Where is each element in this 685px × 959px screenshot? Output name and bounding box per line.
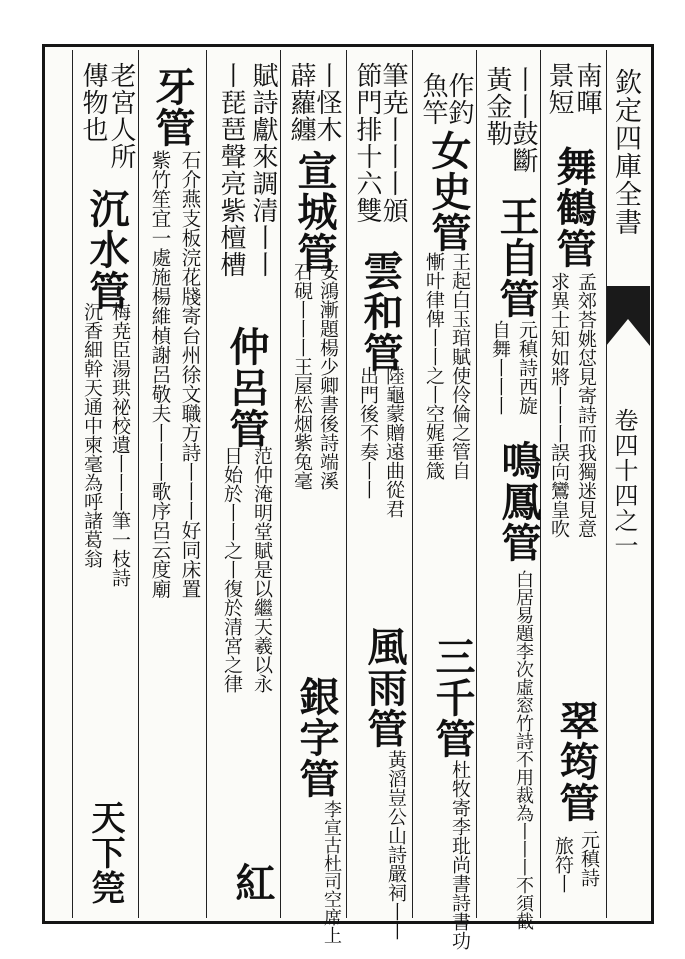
col1-entry-title-2: 翠筠管	[553, 700, 600, 823]
col1-tail: 旅符丨	[552, 836, 574, 893]
col3-entry-title: 女史管	[425, 130, 472, 253]
col4-note: 陸龜蒙贈遠曲從君	[383, 366, 405, 518]
col2-cont-text: 黃金勒	[482, 66, 512, 147]
col2-entry-title-2: 鳴鳳管	[495, 440, 542, 563]
col6-entry-title: 仲呂管	[223, 326, 270, 449]
col3-entry-title-2: 三千管	[429, 636, 476, 759]
col1-entry-title: 舞鶴管	[550, 146, 597, 269]
col5-note2: 石硯丨丨丨王屋松烟紫兔毫	[291, 262, 313, 490]
col8-entry-title: 沉水管	[83, 188, 130, 311]
col2-note: 元稹詩西旋	[516, 320, 538, 415]
col4-note3: 黃滔豈公山詩嚴祠丨丨	[385, 750, 407, 940]
col8-cont-text: 傳物也	[78, 62, 108, 143]
col5-entry-title-2: 銀字管	[293, 676, 340, 799]
col6-entry-title-2: 紅	[229, 862, 276, 903]
header-column	[606, 48, 650, 918]
col5-entry-title: 宣城管	[291, 150, 338, 273]
col6-cont-text: 丨琵琶聲亮紫檀槽	[216, 62, 246, 278]
column-rule	[346, 50, 347, 918]
col1-note3: 元稹詩	[578, 830, 600, 887]
col4-entry-title-2: 風雨管	[361, 626, 408, 749]
col1-head-text: 南暉	[572, 62, 602, 116]
column-rule	[138, 50, 139, 918]
column-rule	[72, 50, 73, 918]
col3-note: 王起白玉琯賦使伶倫之管自	[449, 252, 471, 480]
col6-note2: 日始於丨丨之丨復於清宮之律	[221, 446, 243, 693]
col8-entry-title-2: 天下筦	[85, 800, 125, 905]
col7-note: 石介燕支板浣花牋寄台州徐文職方詩丨丨丨好同床置	[178, 150, 202, 599]
col3-cont-text: 魚竿	[418, 72, 448, 126]
column-rule	[206, 50, 207, 918]
col2-entry-title: 王自管	[493, 196, 540, 319]
column-rule	[280, 50, 281, 918]
col2-head-text: 丨丨鼓斷	[508, 66, 538, 174]
column-rule	[412, 50, 413, 918]
book-title: 欽定四庫全書	[610, 68, 641, 236]
col3-note2: 慚叶律俾丨丨之丨空娓垂箴	[423, 252, 445, 480]
volume-label: 卷四十四之一	[610, 408, 638, 558]
col1-note2: 求異士知如將丨丨丨誤向鸞皇吹	[548, 272, 570, 538]
col4-cont-text: 節門排十六雙	[352, 62, 382, 224]
col8-note2: 沉香細幹天通中柬毫為呼諸葛翁	[81, 302, 103, 568]
col1-cont-text: 景短	[544, 62, 574, 116]
column-rule	[476, 50, 477, 918]
col4-note2: 出門後不奏丨丨	[357, 366, 379, 499]
col2-note3: 白居易題李次虛窓竹詩不用裁為丨丨丨不須截	[513, 570, 534, 930]
col5-note: 安鴻漸題楊少卿書後詩端溪	[317, 262, 339, 490]
col8-head-text: 老宮人所	[106, 62, 136, 170]
col5-head-text: 丨怪木	[312, 62, 342, 143]
col5-cont-text: 薜蘿纏	[286, 62, 316, 143]
column-rule	[606, 50, 607, 918]
col7-note2: 紫竹笙宜一處施楊維楨謝呂敬夫丨丨丨歌序呂云度廟	[148, 150, 172, 599]
col1-note: 孟郊荅姚怤見寄詩而我獨迷見意	[575, 272, 597, 538]
col2-note2: 自舞丨丨丨	[489, 320, 511, 415]
col3-head-text: 作釣	[444, 72, 474, 126]
col8-note: 梅尭臣湯珙祕校遺丨丨丨筆一枝詩	[109, 302, 131, 587]
col3-note3: 杜牧寄李玭尚書詩書功	[449, 760, 471, 950]
col6-note: 范仲淹明堂賦是以繼天羲以永	[251, 446, 273, 693]
col7-entry-title: 牙管	[149, 66, 196, 148]
col4-entry-title: 雲和管	[357, 250, 404, 373]
col4-head-text: 筆尭丨丨丨頒	[378, 62, 408, 224]
col5-note3: 李宣古杜司空席上	[321, 800, 342, 944]
col6-head-text: 賦詩獻來調清丨丨	[248, 62, 278, 278]
